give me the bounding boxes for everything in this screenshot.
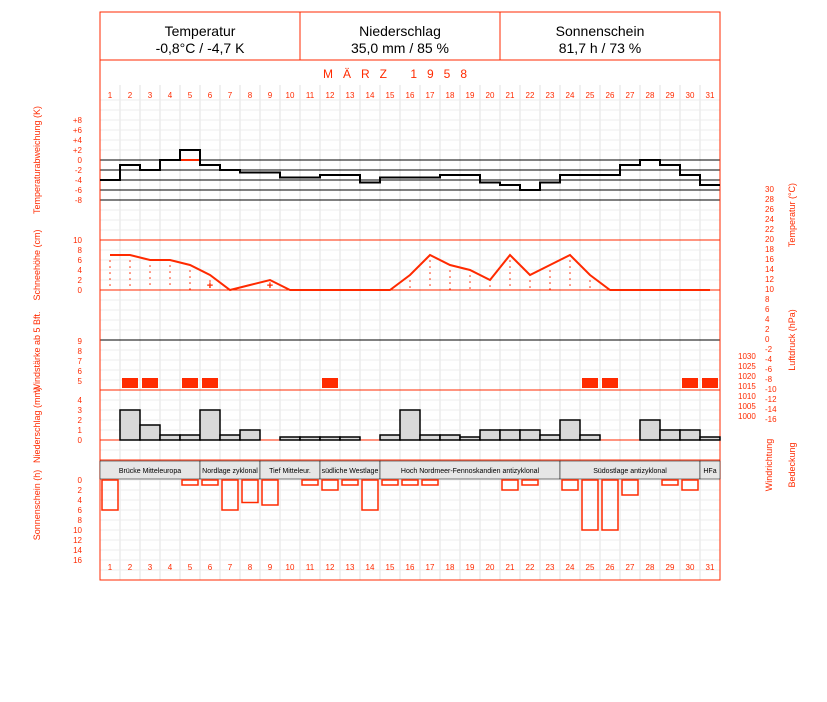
wind-threshold-marker	[682, 378, 698, 388]
snow-stipple	[189, 282, 191, 284]
snow-tick: 8	[77, 246, 82, 255]
snow-stipple	[149, 283, 151, 285]
day-label-top: 24	[565, 91, 575, 100]
temp-right-tick: -10	[765, 385, 777, 394]
snow-stipple	[109, 260, 111, 262]
day-label-bottom: 8	[247, 563, 253, 572]
snow-stipple	[469, 275, 471, 277]
snow-stipple	[429, 272, 431, 274]
precip-bar	[300, 437, 320, 440]
wind-threshold-marker	[202, 378, 218, 388]
day-label-top: 21	[505, 91, 515, 100]
snow-tick: 10	[73, 236, 82, 245]
wind-threshold-marker	[702, 378, 718, 388]
day-label-top: 11	[305, 91, 315, 100]
temperature-value: -0,8°C / -4,7 K	[155, 40, 245, 56]
temp-right-tick: -16	[765, 415, 777, 424]
wind-threshold-marker	[182, 378, 198, 388]
precip-tick: 4	[77, 396, 82, 405]
snow-stipple	[189, 276, 191, 278]
wind-threshold-marker	[322, 378, 338, 388]
day-label-bottom: 7	[227, 563, 233, 572]
precipitation-title: Niederschlag	[359, 23, 441, 39]
temp-right-tick: 22	[765, 225, 774, 234]
day-label-bottom: 12	[325, 563, 335, 572]
pressure-tick: 1020	[738, 372, 756, 381]
temp-anomaly-tick: +4	[72, 136, 82, 145]
snow-stipple	[449, 270, 451, 272]
snow-stipple	[429, 266, 431, 268]
temp-anomaly-tick: -2	[74, 166, 82, 175]
precip-bar	[120, 410, 140, 440]
snow-trace-marker: +	[266, 280, 274, 292]
day-label-top: 5	[187, 91, 193, 100]
temp-right-tick: 28	[765, 195, 774, 204]
snow-stipple	[169, 283, 171, 285]
snow-stipple	[149, 265, 151, 267]
day-label-top: 2	[127, 91, 133, 100]
snow-stipple	[449, 276, 451, 278]
precip-bar	[440, 435, 460, 440]
temp-right-tick: 26	[765, 205, 774, 214]
precip-bar	[140, 425, 160, 440]
precip-bar	[400, 410, 420, 440]
snow-stipple	[509, 284, 511, 286]
precip-bar	[200, 410, 220, 440]
sunshine-tick: 2	[77, 486, 82, 495]
day-label-bottom: 14	[365, 563, 375, 572]
wind-tick: 7	[77, 357, 82, 366]
precip-bar	[560, 420, 580, 440]
day-label-bottom: 11	[305, 563, 315, 572]
precip-bar	[580, 435, 600, 440]
day-label-top: 27	[625, 91, 635, 100]
sunshine-value: 81,7 h / 73 %	[558, 40, 642, 56]
day-label-bottom: 13	[345, 563, 355, 572]
day-label-top: 8	[247, 91, 253, 100]
pressure-tick: 1005	[738, 402, 756, 411]
weather-type-label: HFa	[703, 468, 717, 475]
day-label-top: 4	[167, 91, 173, 100]
snow-stipple	[549, 270, 551, 272]
sunshine-axis-title: Sonnenschein (h)	[32, 469, 42, 541]
weather-type-label: Hoch Nordmeer-Fennoskandien antizyklonal	[400, 468, 540, 475]
day-label-top: 26	[605, 91, 615, 100]
precip-bar	[480, 430, 500, 440]
day-label-top: 15	[385, 91, 395, 100]
snow-stipple	[129, 272, 131, 274]
weather-type-label: Brücke Mitteleuropa	[118, 468, 182, 475]
snow-stipple	[429, 284, 431, 286]
day-label-bottom: 26	[605, 563, 615, 572]
temp-anomaly-tick: +2	[72, 146, 82, 155]
weather-type-label: Südostlage antizyklonal	[593, 468, 667, 475]
snow-stipple	[129, 278, 131, 280]
snow-stipple	[109, 272, 111, 274]
snow-stipple	[589, 286, 591, 288]
temp-right-tick: 0	[765, 335, 770, 344]
day-label-top: 7	[227, 91, 233, 100]
weather-type-label: südliche Westlage	[321, 468, 379, 475]
snow-stipple	[129, 260, 131, 262]
snow-stipple	[509, 272, 511, 274]
snow-tick: 0	[77, 286, 82, 295]
sunshine-tick: 16	[73, 556, 82, 565]
temp-right-tick: -14	[765, 405, 777, 414]
temp-right-tick: 16	[765, 255, 774, 264]
snow-tick: 2	[77, 276, 82, 285]
sunshine-tick: 4	[77, 496, 82, 505]
sunshine-tick: 14	[73, 546, 82, 555]
precip-bar	[160, 435, 180, 440]
day-label-bottom: 15	[385, 563, 395, 572]
day-label-top: 20	[485, 91, 495, 100]
snow-stipple	[169, 271, 171, 273]
sunshine-tick: 10	[73, 526, 82, 535]
temp-right-tick: -6	[765, 365, 773, 374]
weather-type-label: Nordlage zyklonal	[202, 468, 258, 475]
day-label-top: 23	[545, 91, 555, 100]
pressure-tick: 1010	[738, 392, 756, 401]
day-label-top: 25	[585, 91, 595, 100]
temp-right-tick: -12	[765, 395, 777, 404]
precip-bar	[320, 437, 340, 440]
snow-stipple	[189, 288, 191, 290]
temp-right-tick: -2	[765, 345, 773, 354]
day-label-top: 29	[665, 91, 675, 100]
snow-stipple	[509, 260, 511, 262]
precip-bar	[460, 437, 480, 440]
wind-dir-axis-title: Windrichtung	[764, 438, 774, 492]
wind-tick: 5	[77, 377, 82, 386]
snow-stipple	[189, 270, 191, 272]
day-label-top: 31	[705, 91, 715, 100]
snow-stipple	[149, 277, 151, 279]
precip-bar	[540, 435, 560, 440]
snow-tick: 4	[77, 266, 82, 275]
day-label-bottom: 22	[525, 563, 535, 572]
snow-stipple	[109, 278, 111, 280]
snow-stipple	[569, 272, 571, 274]
snow-stipple	[149, 271, 151, 273]
wind-threshold-marker	[122, 378, 138, 388]
precip-bar	[420, 435, 440, 440]
precip-axis-title: Niederschlag (mm)	[32, 386, 42, 464]
wind-threshold-marker	[142, 378, 158, 388]
snow-stipple	[469, 287, 471, 289]
day-label-bottom: 23	[545, 563, 555, 572]
snow-stipple	[549, 276, 551, 278]
snow-stipple	[569, 260, 571, 262]
day-label-top: 17	[425, 91, 435, 100]
day-label-bottom: 20	[485, 563, 495, 572]
day-label-bottom: 18	[445, 563, 455, 572]
temp-anomaly-tick: 0	[77, 156, 82, 165]
snow-stipple	[569, 278, 571, 280]
precip-bar	[180, 435, 200, 440]
pressure-tick: 1025	[738, 362, 756, 371]
wind-axis-title: Windstärke ab 5 Bft.	[32, 311, 42, 393]
snow-stipple	[589, 280, 591, 282]
day-label-top: 18	[445, 91, 455, 100]
wind-threshold-marker	[602, 378, 618, 388]
snow-stipple	[429, 278, 431, 280]
day-label-top: 13	[345, 91, 355, 100]
precip-bar	[240, 430, 260, 440]
precip-bar	[220, 435, 240, 440]
snow-stipple	[449, 288, 451, 290]
precip-tick: 3	[77, 406, 82, 415]
temp-anomaly-tick: -6	[74, 186, 82, 195]
day-label-top: 10	[285, 91, 295, 100]
temp-right-tick: 12	[765, 275, 774, 284]
wind-tick: 9	[77, 337, 82, 346]
precip-bar	[640, 420, 660, 440]
snow-stipple	[109, 266, 111, 268]
snow-stipple	[549, 288, 551, 290]
temp-right-tick: 24	[765, 215, 774, 224]
day-label-bottom: 21	[505, 563, 515, 572]
sunshine-title: Sonnenschein	[555, 23, 645, 39]
snow-stipple	[469, 281, 471, 283]
day-label-top: 1	[107, 91, 113, 100]
snow-tick: 6	[77, 256, 82, 265]
snow-stipple	[169, 277, 171, 279]
temp-right-tick: -4	[765, 355, 773, 364]
precip-bar	[380, 435, 400, 440]
precip-tick: 0	[77, 436, 82, 445]
day-label-top: 28	[645, 91, 655, 100]
sunshine-tick: 0	[77, 476, 82, 485]
temp-right-tick: 2	[765, 325, 770, 334]
day-label-bottom: 19	[465, 563, 475, 572]
snow-stipple	[529, 280, 531, 282]
snow-stipple	[569, 266, 571, 268]
precip-bar	[660, 430, 680, 440]
snow-stipple	[429, 260, 431, 262]
wind-tick: 8	[77, 347, 82, 356]
temp-right-tick: 18	[765, 245, 774, 254]
snow-stipple	[129, 266, 131, 268]
day-label-top: 9	[267, 91, 273, 100]
precipitation-value: 35,0 mm / 85 %	[350, 40, 450, 56]
day-label-bottom: 30	[685, 563, 695, 572]
precip-tick: 2	[77, 416, 82, 425]
wind-tick: 6	[77, 367, 82, 376]
sunshine-tick: 6	[77, 506, 82, 515]
pressure-axis-title: Luftdruck (hPa)	[787, 309, 797, 371]
snow-stipple	[489, 285, 491, 287]
temp-right-tick: 8	[765, 295, 770, 304]
day-label-top: 30	[685, 91, 695, 100]
cloud-axis-title: Bedeckung	[787, 442, 797, 488]
day-label-bottom: 1	[107, 563, 113, 572]
snow-axis-title: Schneehöhe (cm)	[32, 229, 42, 301]
day-label-bottom: 28	[645, 563, 655, 572]
day-label-bottom: 5	[187, 563, 193, 572]
snow-trace-marker: +	[206, 280, 214, 292]
snow-stipple	[409, 286, 411, 288]
day-label-bottom: 2	[127, 563, 133, 572]
temp-anomaly-axis-title: Temperaturabweichung (K)	[32, 105, 42, 215]
day-label-bottom: 24	[565, 563, 575, 572]
day-label-bottom: 31	[705, 563, 715, 572]
temp-right-tick: 14	[765, 265, 774, 274]
precip-bar	[520, 430, 540, 440]
day-label-top: 12	[325, 91, 335, 100]
month-title: MÄRZ 1958	[322, 67, 478, 81]
day-label-bottom: 16	[405, 563, 415, 572]
precip-tick: 1	[77, 426, 82, 435]
temp-right-tick: 30	[765, 185, 774, 194]
snow-stipple	[169, 265, 171, 267]
snow-stipple	[129, 284, 131, 286]
day-label-bottom: 25	[585, 563, 595, 572]
sunshine-tick: 12	[73, 536, 82, 545]
day-label-bottom: 17	[425, 563, 435, 572]
temp-right-tick: 4	[765, 315, 770, 324]
pressure-tick: 1000	[738, 412, 756, 421]
day-label-top: 19	[465, 91, 475, 100]
day-label-top: 14	[365, 91, 375, 100]
precip-bar	[340, 437, 360, 440]
day-label-top: 22	[525, 91, 535, 100]
day-label-bottom: 10	[285, 563, 295, 572]
precip-bar	[680, 430, 700, 440]
weather-type-label: Tief Mitteleur.	[269, 468, 311, 475]
temp-anomaly-tick: +8	[72, 116, 82, 125]
day-label-bottom: 27	[625, 563, 635, 572]
wind-threshold-marker	[582, 378, 598, 388]
temp-anomaly-tick: +6	[72, 126, 82, 135]
precip-bar	[500, 430, 520, 440]
temperature-title: Temperatur	[164, 23, 236, 39]
temp-anomaly-tick: -8	[74, 196, 82, 205]
precip-bar	[700, 437, 720, 440]
snow-stipple	[529, 286, 531, 288]
day-label-bottom: 9	[267, 563, 273, 572]
snow-stipple	[509, 266, 511, 268]
day-label-bottom: 3	[147, 563, 153, 572]
day-label-top: 6	[207, 91, 213, 100]
temp-right-axis-title: Temperatur (°C)	[787, 182, 797, 248]
day-label-top: 3	[147, 91, 153, 100]
snow-stipple	[509, 278, 511, 280]
day-label-bottom: 4	[167, 563, 173, 572]
temp-right-tick: 20	[765, 235, 774, 244]
day-label-top: 16	[405, 91, 415, 100]
temp-right-tick: 10	[765, 285, 774, 294]
day-label-bottom: 29	[665, 563, 675, 572]
pressure-tick: 1015	[738, 382, 756, 391]
snow-stipple	[409, 280, 411, 282]
temp-right-tick: -8	[765, 375, 773, 384]
temp-anomaly-tick: -4	[74, 176, 82, 185]
temp-right-tick: 6	[765, 305, 770, 314]
day-label-bottom: 6	[207, 563, 213, 572]
pressure-tick: 1030	[738, 352, 756, 361]
snow-stipple	[549, 282, 551, 284]
snow-stipple	[569, 284, 571, 286]
snow-stipple	[109, 284, 111, 286]
sunshine-tick: 8	[77, 516, 82, 525]
precip-bar	[280, 437, 300, 440]
snow-stipple	[449, 282, 451, 284]
